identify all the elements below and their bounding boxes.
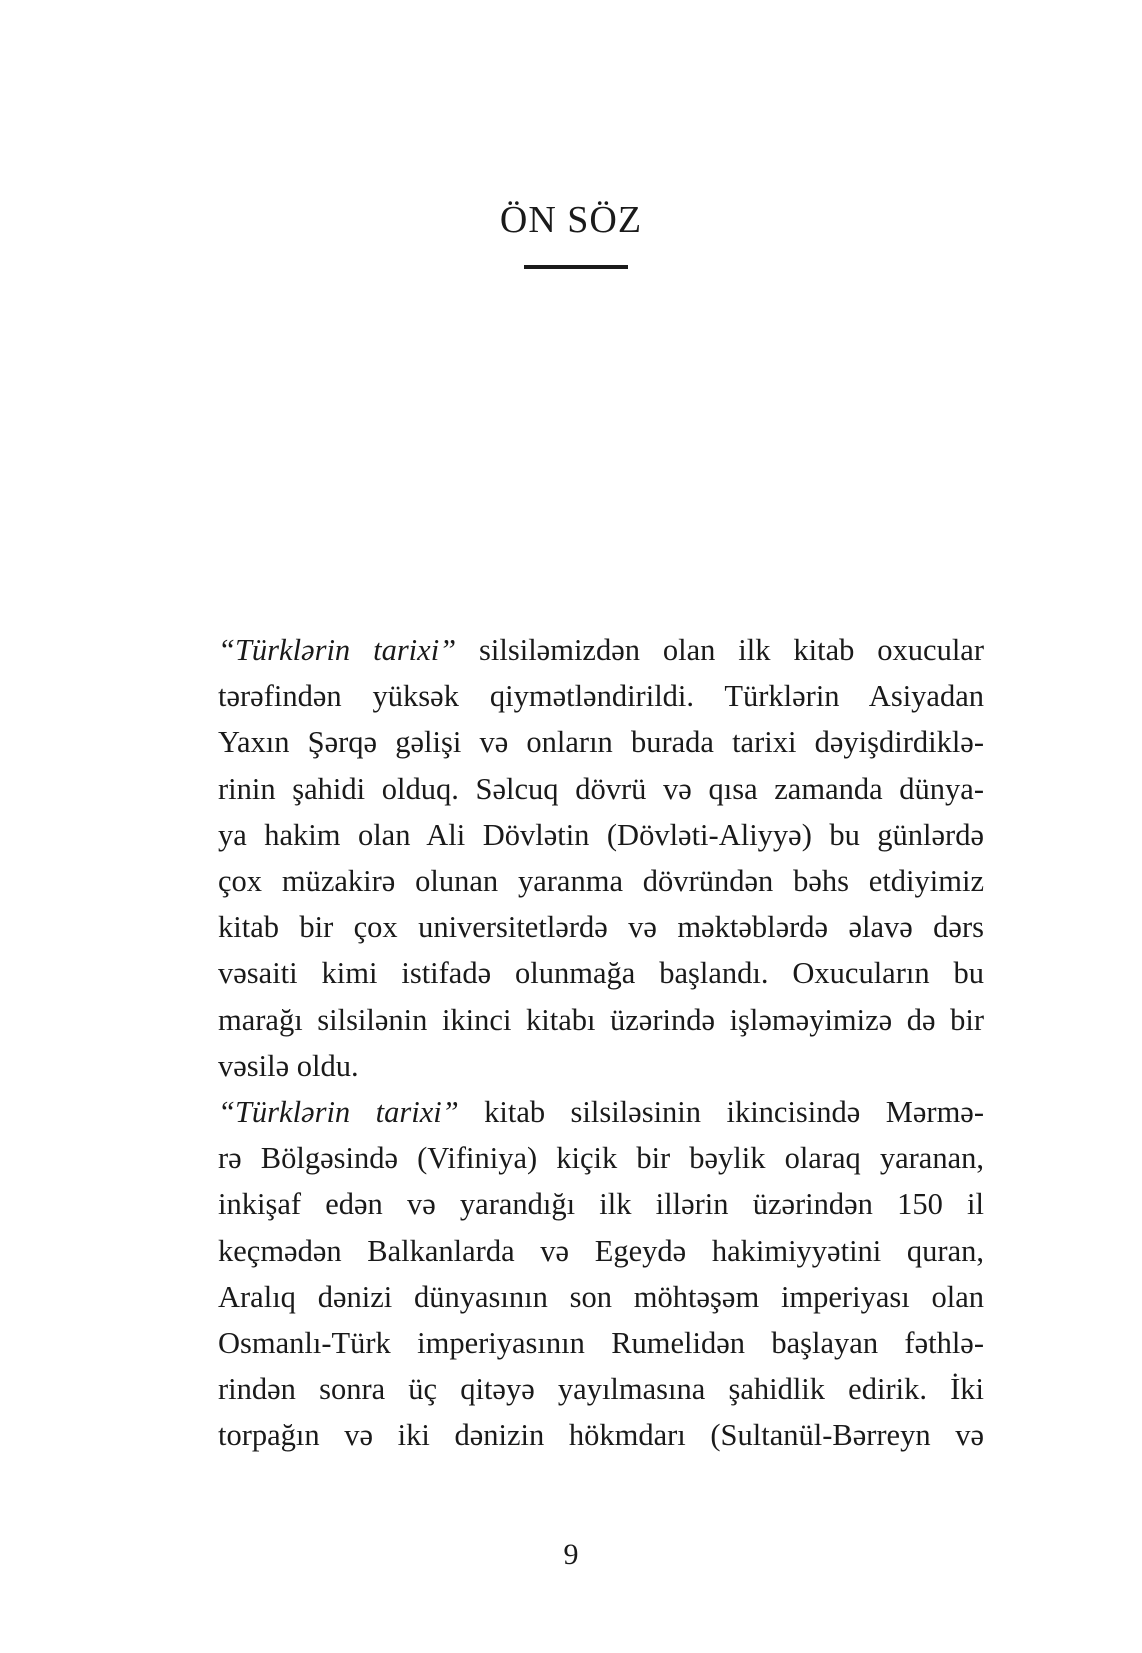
text-fragment: silsiləmizdən olan ilk kitab oxucular xyxy=(456,633,985,667)
text-line: keçmədən Balkanlarda və Egeydə hakimiyyətini quran, xyxy=(218,1233,984,1268)
text-line: rindən sonra üç qitəyə yayılmasına şahidlik edirik. İki xyxy=(218,1372,984,1407)
text-line: rinin şahidi olduq. Səlcuq dövrü və qısa zamanda dünya- xyxy=(218,771,984,806)
text-line: torpağın və iki dənizin hökmdarı (Sultanül-Bərreyn və xyxy=(218,1418,984,1453)
text-line: vəsaiti kimi istifadə olunmağa başlandı. Oxucuların bu xyxy=(218,956,984,991)
chapter-title: ÖN SÖZ xyxy=(499,199,643,241)
page-number: 9 xyxy=(563,1538,579,1571)
text-line: marağı silsilənin ikinci kitabı üzərində işləməyimizə də bir xyxy=(218,1002,984,1037)
text-line: vəsilə oldu. xyxy=(218,1048,359,1083)
text-line: çox müzakirə olunan yaranma dövründən bəhs etdiyimiz xyxy=(218,864,984,899)
text-line: kitab bir çox universitetlərdə və məktəblərdə əlavə dərs xyxy=(218,910,984,945)
paragraph-2 xyxy=(174,1089,984,1459)
title-underline xyxy=(524,265,628,269)
text-line: Yaxın Şərqə gəlişi və onların burada tarixi dəyişdirdiklə- xyxy=(218,725,984,760)
body-text xyxy=(174,627,984,1459)
text-line: Osmanlı-Türk imperiyasının Rumelidən başlayan fəthlə- xyxy=(218,1326,984,1361)
series-title-italic: “Türklərin tarixi” xyxy=(218,1095,459,1130)
text-fragment: kitab silsiləsinin ikincisində Mərmə- xyxy=(458,1095,984,1130)
text-line: tərəfindən yüksək qiymətləndirildi. Türklərin Asiyadan xyxy=(218,679,984,714)
text-line xyxy=(174,1089,984,1135)
text-line: Aralıq dənizi dünyasının son möhtəşəm imperiyası olan xyxy=(218,1279,984,1314)
series-title-italic: “Türklərin tarixi” xyxy=(218,633,457,667)
text-line xyxy=(174,627,984,673)
text-line: inkişaf edən və yarandığı ilk illərin üzərindən 150 il xyxy=(218,1187,984,1222)
text-line: ya hakim olan Ali Dövlətin (Dövləti-Aliyyə) bu günlərdə xyxy=(218,817,984,852)
text-line: rə Bölgəsində (Vifiniya) kiçik bir bəylik olaraq yaranan, xyxy=(218,1141,984,1176)
paragraph-1 xyxy=(174,627,984,1089)
